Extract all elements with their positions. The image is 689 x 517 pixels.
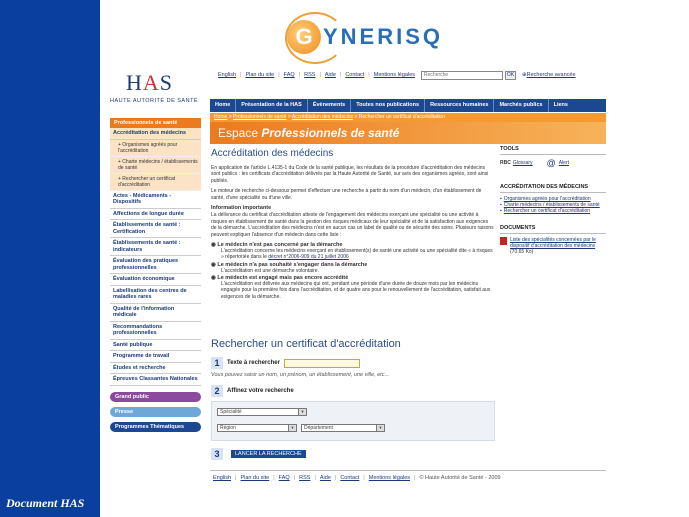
criteria-box [211,401,495,441]
has-a: A [142,70,160,95]
alert-icon: @ [546,158,556,168]
doc-item[interactable] [500,237,606,255]
nav-presentation[interactable]: Présentation de la HAS [236,99,308,112]
advanced-search-link[interactable]: Recherche avancée [526,72,576,78]
step-3-number: 3 [211,448,223,460]
case-2-title: Le médecin n'a pas souhaité s'engager dans la démarche [217,261,368,268]
footer-mentions[interactable]: Mentions légales [368,475,411,481]
breadcrumb-current: Rechercher un certificat d'accréditation [358,114,445,120]
case-2: ◉ Le médecin n'a pas souhaité s'engager dans la démarche L'accréditation est une démarche volontaire. [211,262,495,274]
sidebar-sub-organismes[interactable]: + Organismes agréés pour l'accréditation [110,140,201,157]
accr-link-2[interactable]: ▪ Charte médecins / établissements de santé [500,202,600,209]
logo-letter: G [287,20,321,54]
advanced-search-icon: ⊕ [522,72,527,78]
glossary-icon: RBC [500,160,511,166]
case-3: ◉ Le médecin est engagé mais pas encore accrédité L'accréditation est délivrée aux médecins qui ont, pendant une période d'une durée de douze mois par les médecins engagés pour la première fois dans l'accréditation, et de quatre ans pour le renouvellement de l'accréditation, satisfait aux exigences de la démarche. [211,275,495,300]
search-title: Rechercher un certificat d'accréditation [211,338,401,350]
top-search-input[interactable] [421,71,503,80]
chevron-down-icon: ▼ [298,409,306,415]
sidebar-item-programme[interactable]: Programme de travail [110,351,201,363]
tools-row [500,158,606,168]
toplink-faq[interactable]: FAQ [283,72,295,78]
case-3-title: Le médecin est engagé mais pas encore accrédité [217,275,349,282]
tools-title: TOOLS [500,146,606,155]
step-1-number: 1 [211,357,223,369]
sidebar-item-actes[interactable]: Actes - Médicaments - Dispositifs [110,191,201,209]
has-logo[interactable] [110,72,205,104]
section-banner: Espace Professionnels de santé [210,122,606,144]
case-1-title: Le médecin n'est pas concerné par la démarche [217,242,343,249]
search-text-input[interactable] [284,359,360,368]
sidebar-head[interactable]: Professionnels de santé [110,118,201,128]
toplink-plan[interactable]: Plan du site [245,72,275,78]
footer-aide[interactable]: Aide [319,475,331,481]
sidebar-item-accreditation[interactable]: Accréditation des médecins [110,128,201,140]
search-engine-paragraph: Le moteur de recherche ci-dessous permet d'effectuer une recherche à partir du nom d'un médecin, d'un établissement de santé, d'une spécialité ou d'une ville. [211,188,482,201]
footer-faq[interactable]: FAQ [278,475,290,481]
case-1: ◉ Le médecin n'est pas concerné par la démarche L'accréditation concerne les médecins exerçant en établissement(s) de santé une activité ou une spécialité dite « à risques » répertoriée dans le décret n°2006-909 du 21 juillet 2006 [211,242,493,261]
sidebar-sub-charte[interactable]: + Charte médecins / établissements de santé [110,157,201,174]
nav-home[interactable]: Home [210,99,236,112]
programmes-button[interactable]: Programmes Thématiques [110,422,201,432]
right-column [500,146,606,255]
specialite-select[interactable]: Spécialité ▼ [217,408,307,416]
docs-title: DOCUMENTS [500,225,606,234]
nav-liens[interactable]: Liens [553,102,568,108]
chevron-down-icon: ▼ [288,425,296,431]
alert-link[interactable]: Alert [558,159,569,166]
launch-search-button[interactable]: LANCER LA RECHERCHE [231,450,306,458]
step-1 [211,357,360,369]
gynerisq-logo [265,8,465,66]
main-content [211,148,495,301]
toplink-aide[interactable]: Aide [324,72,336,78]
doc-size: (70.65 Ko) [510,249,534,256]
logo-word: YNERISQ [323,24,444,49]
info-paragraph: La délivrance du certificat d'accréditation atteste de l'engagement des médecins exerçant une spécialité ou une activité à risques en établissement de santé dans la gestion des risques médicaux de leur spécialité et de la satisfaction aux exigences de la démarche. L'accréditation des médecins n'est en aucun cas un label de qualité ou de sécurité des soins. Plusieurs raisons peuvent expliquer l'absence d'un médecin dans cette liste : [211,212,494,238]
nav-ressources[interactable]: Ressources humaines [425,99,494,112]
has-h: H [126,70,143,95]
accr-link-1[interactable]: ▪ Organismes agréés pour l'accréditation [500,196,591,202]
footer-contact[interactable]: Contact [340,475,360,481]
grand-public-button[interactable]: Grand public [110,392,201,402]
toplink-contact[interactable]: Contact [345,72,365,78]
presse-button[interactable]: Presse [110,407,201,417]
sidebar-item-labellisation[interactable]: Labellisation des centres de maladies rares [110,286,201,304]
sidebar-item-ald[interactable]: Affections de longue durée [110,209,201,221]
sidebar-item-recommandations[interactable]: Recommandations professionnelles [110,322,201,340]
sidebar-item-qualite[interactable]: Qualité de l'information médicale [110,304,201,322]
footer-copyright: © Haute Autorité de Santé - 2009 [419,475,501,481]
decret-link[interactable]: décret n°2006-909 du 21 juillet 2006 [268,254,349,261]
toplink-mentions[interactable]: Mentions légales [373,72,416,78]
region-select[interactable]: Région ▼ [217,424,297,432]
nav-marches[interactable]: Marchés publics [494,99,548,112]
accr-link-3[interactable]: ▪ Rechercher un certificat d'accréditation [500,208,591,215]
step-1-label: Texte à rechercher [227,360,280,366]
case-2-text: L'accréditation est une démarche volontaire. [221,267,319,274]
breadcrumb-home[interactable]: Home [214,114,228,120]
breadcrumb: Home > Professionnels de santé > Accréditation des médecins > Rechercher un certificat d'accréditation [210,113,606,122]
has-tagline: HAUTE AUTORITÉ DE SANTÉ [110,98,199,104]
accr-title: ACCRÉDITATION DES MÉDECINS [500,184,606,193]
sidebar-item-ecn[interactable]: Épreuves Classantes Nationales [110,374,201,386]
case-1-text: L'accréditation concerne les médecins exerçant en établissement(s) de santé une activité ou une spécialité dite « à risques » répertoriée dans le [221,248,493,261]
step-2-label: Affinez votre recherche [227,388,294,394]
sidebar [110,118,201,432]
main-navbar [210,99,606,112]
footer-rss[interactable]: RSS [299,475,311,481]
has-s: S [159,70,174,95]
departement-select[interactable]: Département ▼ [301,424,385,432]
search-hint: Vous pouvez saisir un nom, un prénom, un établissement, une ville, etc... [211,372,390,378]
step-3 [211,448,306,460]
footer-english[interactable]: English [213,475,232,481]
toplink-english[interactable]: English [218,72,237,78]
breadcrumb-level1[interactable]: Professionnels de santé [233,114,287,120]
top-search-ok-button[interactable]: OK [506,71,515,78]
sidebar-item-epp[interactable]: Évaluation des pratiques professionnelles [110,256,201,274]
document-caption: Document HAS [6,496,85,510]
nav-publications[interactable]: Toutes nos publications [351,99,425,112]
toplink-rss[interactable]: RSS [304,72,316,78]
nav-evenements[interactable]: Évènements [308,99,351,112]
footer: English | Plan du site | FAQ | RSS | Aide | Contact | Mentions légales | © Haute Autorité de Santé - 2009 [213,475,501,481]
breadcrumb-level2[interactable]: Accréditation des médecins [291,114,354,120]
footer-plan[interactable]: Plan du site [240,475,270,481]
footer-divider [210,470,606,471]
sidebar-item-indicateurs[interactable]: Établissements de santé : indicateurs [110,238,201,256]
case-3-text: L'accréditation est délivrée aux médecins qui ont, pendant une période d'une durée de douze mois par les médecins engagés pour la première fois dans l'accréditation, et de quatre ans pour le renouvellement de l'accréditation, satisfait aux exigences de la démarche. [221,281,491,300]
info-title: Information importante [211,205,272,212]
has-logo-mark [110,72,205,94]
top-links: English | Plan du site | FAQ | RSS | Aide | Contact | Mentions légales Recherche OK ⊕ Recherche avancée [218,70,608,80]
chevron-down-icon: ▼ [376,425,384,431]
sidebar-item-eco[interactable]: Évaluation économique [110,274,201,286]
doc-link: Liste des spécialités concernées par le dispositif d'accréditation des médecins [510,236,596,249]
step-2 [211,385,294,397]
left-band [0,0,100,517]
sidebar-item-sante-publique[interactable]: Santé publique [110,340,201,352]
intro-paragraph: En application de l'article L.4135-1 du Code de la santé publique, les résultats de la procédure d'accréditation des médecins sont publics : les certificats d'accréditation délivrés par la Haute Autorité de Santé, sur avis des organismes agréés, sont ainsi publiés. [211,165,489,184]
glossary-link[interactable]: Glossary [512,159,533,166]
page-title: Accréditation des médecins [211,148,334,159]
pdf-icon [500,237,507,245]
banner-title: Professionnels de santé [261,126,400,140]
sidebar-item-certification[interactable]: Établissements de santé : Certification [110,220,201,238]
step-2-number: 2 [211,385,223,397]
sidebar-item-etudes[interactable]: Études et recherche [110,363,201,375]
sidebar-sub-rechercher[interactable]: + Rechercher un certificat d'accréditation [110,174,201,191]
